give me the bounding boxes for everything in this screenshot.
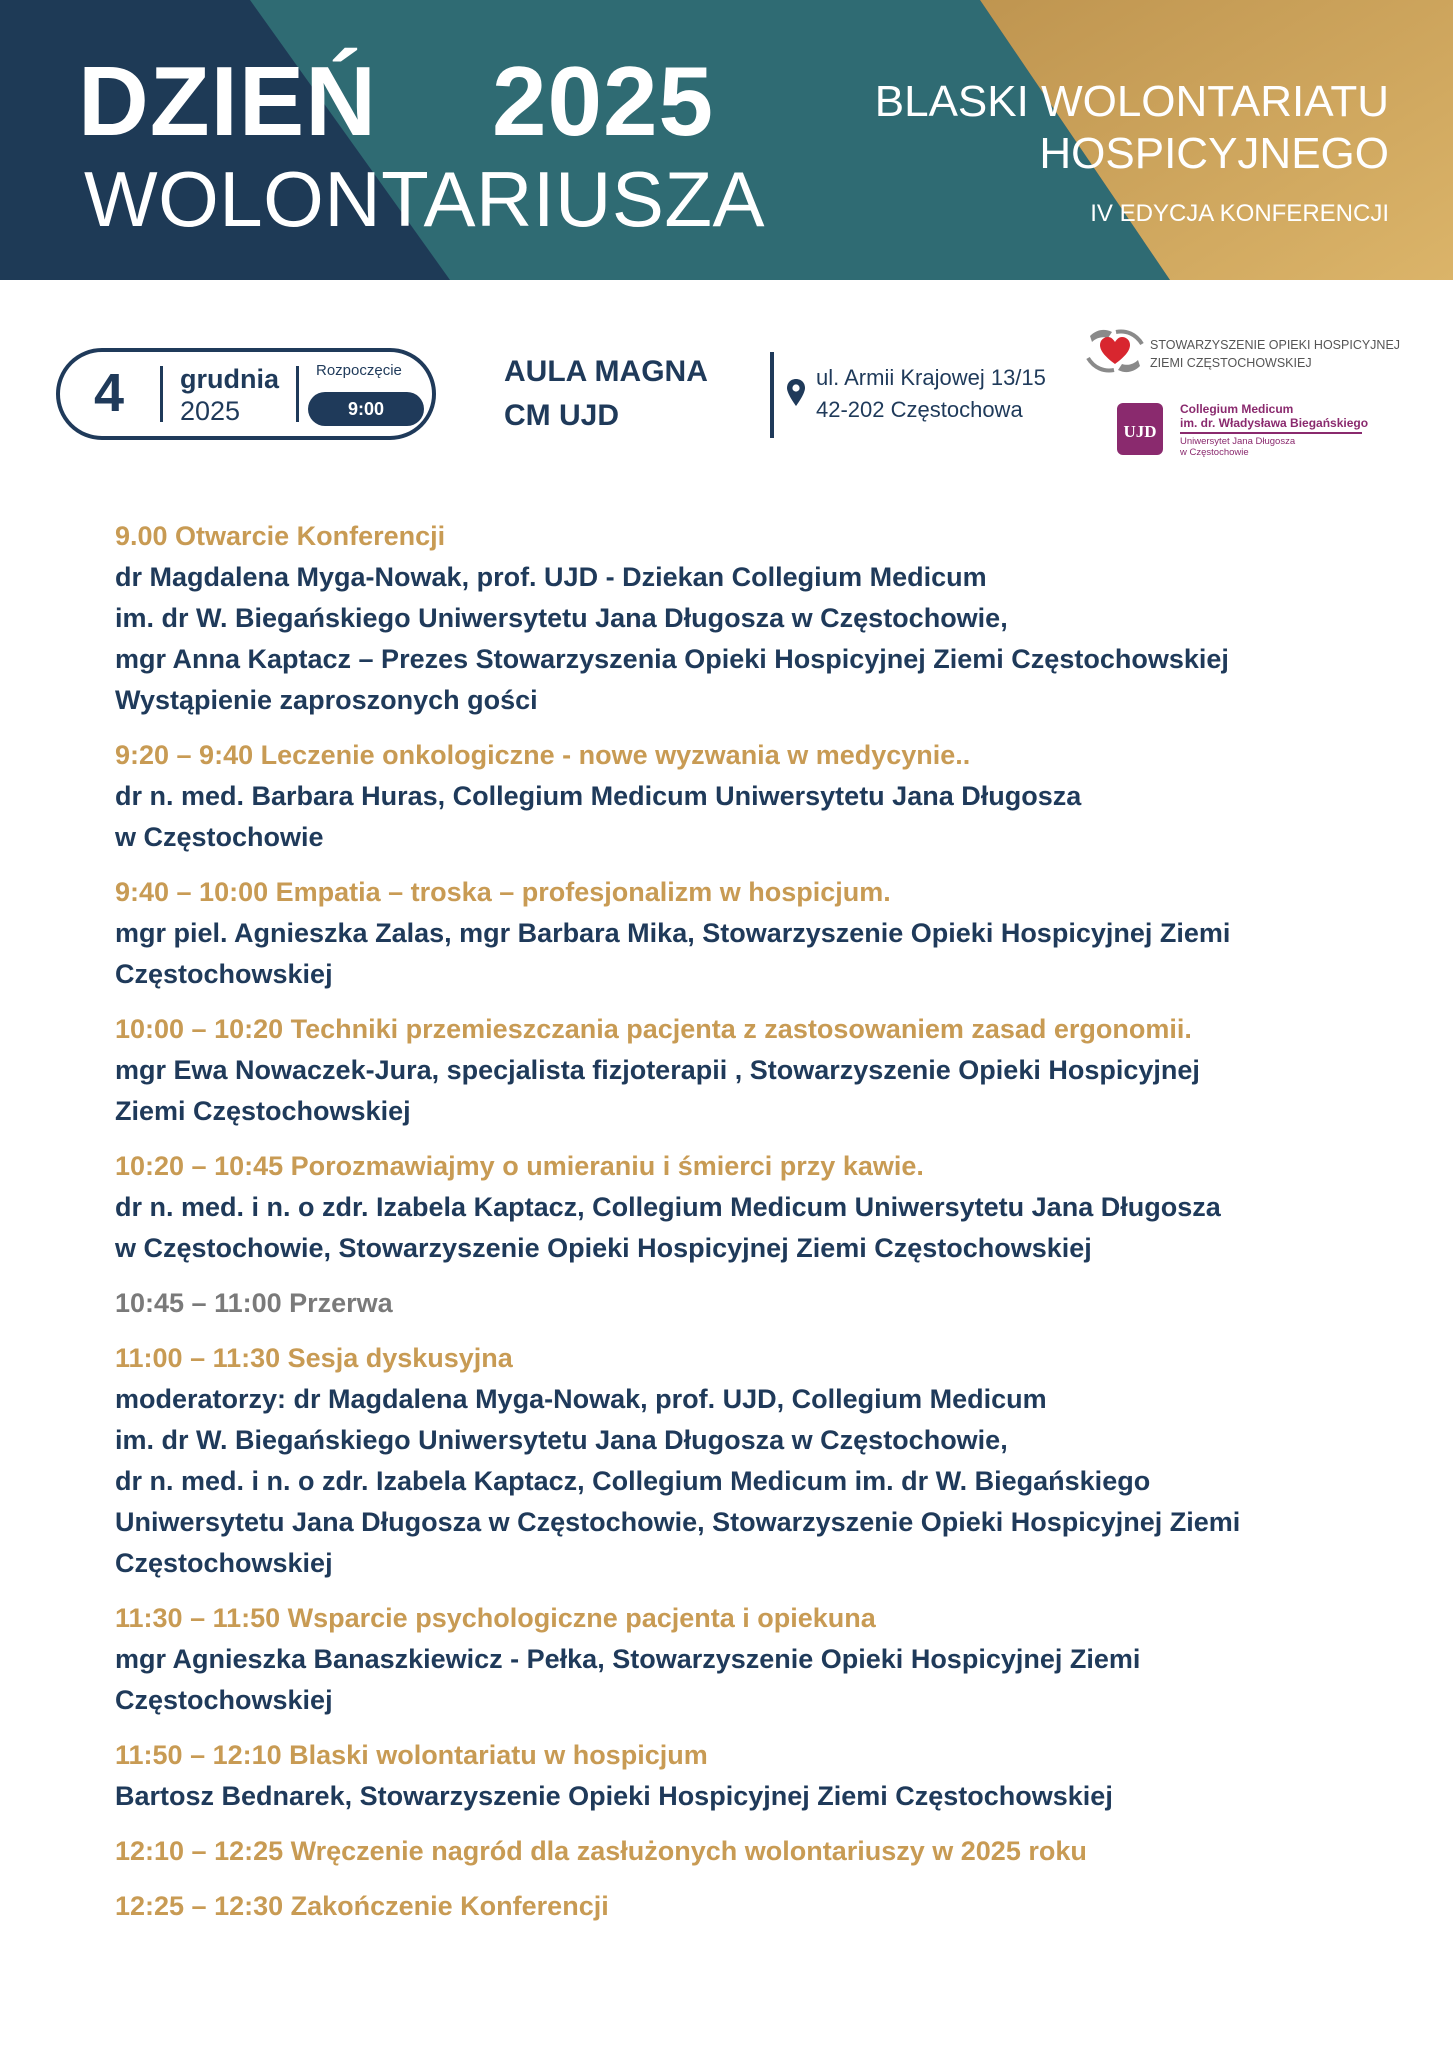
program-item — [115, 1886, 1355, 1927]
event-title-word: DZIEŃ — [78, 46, 377, 156]
program-item-title: 9.00 Otwarcie Konferencji — [115, 521, 446, 551]
program-item-title: 10:20 – 10:45 Porozmawiajmy o umieraniu i śmierci przy kawie. — [115, 1151, 924, 1181]
program-item-speakers: Bartosz Bednarek, Stowarzyszenie Opieki Hospicyjnej Ziemi Częstochowskiej — [115, 1781, 1113, 1811]
event-year: 2025 — [492, 46, 715, 156]
association-name — [1150, 336, 1400, 372]
conference-edition: IV EDYCJA KONFERENCJI — [1090, 200, 1389, 227]
address-line: 42-202 Częstochowa — [816, 397, 1023, 422]
program-item — [115, 516, 1355, 721]
program-item-speakers: moderatorzy: dr Magdalena Myga-Nowak, prof. UJD, Collegium Medicum im. dr W. Biegańskiego Uniwersytetu Jana Długosza w Częstochowie, dr n. med. i n. o zdr. Izabela Kaptacz, Collegium Medicum im. dr W. Biegańskiego Uniwersytetu Jana Długosza w Częstochowie, Stowarzyszenie Opieki Hospicyjnej Ziemi Częstochowskiej — [115, 1384, 1241, 1578]
logo-rule — [1180, 432, 1362, 434]
event-month: grudnia — [180, 364, 279, 394]
program-list — [115, 516, 1355, 1941]
event-title — [78, 46, 715, 156]
start-time-badge: 9:00 — [308, 392, 424, 426]
program-item — [115, 1831, 1355, 1872]
program-item-title: 11:30 – 11:50 Wsparcie psychologiczne pacjenta i opiekuna — [115, 1603, 876, 1633]
address — [816, 362, 1046, 426]
program-item-title: 12:25 – 12:30 Zakończenie Konferencji — [115, 1891, 609, 1921]
program-item — [115, 1009, 1355, 1132]
address-line: ul. Armii Krajowej 13/15 — [816, 365, 1046, 390]
university-name-line: Uniwersytet Jana Długosza — [1180, 436, 1296, 447]
program-item — [115, 1146, 1355, 1269]
divider — [770, 352, 774, 438]
association-name-line: ZIEMI CZĘSTOCHOWSKIEJ — [1150, 356, 1312, 370]
university-name — [1180, 436, 1295, 458]
event-day: 4 — [94, 363, 125, 423]
program-item-title: 10:00 – 10:20 Techniki przemieszczania pacjenta z zastosowaniem zasad ergonomii. — [115, 1014, 1192, 1044]
program-item — [115, 1283, 1355, 1324]
program-item-title: 9:20 – 9:40 Leczenie onkologiczne - nowe wyzwania w medycynie.. — [115, 740, 971, 770]
program-item — [115, 872, 1355, 995]
program-item — [115, 1735, 1355, 1817]
ujd-logo — [1116, 402, 1164, 456]
ujd-logo-mark: UJD — [1123, 422, 1157, 441]
collegium-medicum-name — [1180, 402, 1368, 430]
association-name-line: STOWARZYSZENIE OPIEKI HOSPICYJNEJ — [1150, 338, 1401, 352]
event-date-year: 2025 — [180, 396, 241, 426]
program-item-speakers: dr Magdalena Myga-Nowak, prof. UJD - Dziekan Collegium Medicum im. dr W. Biegańskiego Uniwersytetu Jana Długosza w Częstochowie, mgr Anna Kaptacz – Prezes Stowarzyszenia Opieki Hospicyjnej Ziemi Częstochowskiej Wystąpienie zaproszonych gości — [115, 562, 1229, 715]
date-badge — [56, 348, 436, 440]
venue — [504, 350, 708, 438]
program-item — [115, 1338, 1355, 1584]
conference-title: BLASKI WOLONTARIATU HOSPICYJNEGO — [874, 77, 1389, 178]
divider — [160, 366, 163, 422]
program-item-speakers: mgr piel. Agnieszka Zalas, mgr Barbara Mika, Stowarzyszenie Opieki Hospicyjnej Ziemi Częstochowskiej — [115, 918, 1231, 989]
hospice-association-logo — [1084, 322, 1146, 380]
program-item — [115, 735, 1355, 858]
program-item-speakers: mgr Agnieszka Banaszkiewicz - Pełka, Stowarzyszenie Opieki Hospicyjnej Ziemi Częstochowskiej — [115, 1644, 1141, 1715]
program-item — [115, 1598, 1355, 1721]
university-name-line: w Częstochowie — [1180, 447, 1249, 458]
program-item-speakers: dr n. med. i n. o zdr. Izabela Kaptacz, Collegium Medicum Uniwersytetu Jana Długosza w Częstochowie, Stowarzyszenie Opieki Hospicyjnej Ziemi Częstochowskiej — [115, 1192, 1221, 1263]
location-pin-icon — [786, 378, 806, 408]
program-item-speakers: dr n. med. Barbara Huras, Collegium Medicum Uniwersytetu Jana Długosza w Częstochowie — [115, 781, 1082, 852]
program-item-title: 9:40 – 10:00 Empatia – troska – profesjonalizm w hospicjum. — [115, 877, 891, 907]
cm-name-line: im. dr. Władysława Biegańskiego — [1180, 416, 1369, 430]
program-item-title: 11:00 – 11:30 Sesja dyskusyjna — [115, 1343, 513, 1373]
start-label: Rozpoczęcie — [316, 362, 402, 379]
program-item-title: 12:10 – 12:25 Wręczenie nagród dla zasłużonych wolontariuszy w 2025 roku — [115, 1836, 1087, 1866]
cm-name-line: Collegium Medicum — [1180, 402, 1294, 416]
venue-line: CM UJD — [504, 399, 620, 432]
program-item-speakers: mgr Ewa Nowaczek-Jura, specjalista fizjoterapii , Stowarzyszenie Opieki Hospicyjnej Ziemi Częstochowskiej — [115, 1055, 1200, 1126]
program-item-title: 11:50 – 12:10 Blaski wolontariatu w hospicjum — [115, 1740, 708, 1770]
event-title-subword: WOLONTARIUSZA — [84, 155, 766, 243]
header-banner — [0, 0, 1453, 280]
program-item-title: 10:45 – 11:00 Przerwa — [115, 1288, 393, 1318]
venue-line: AULA MAGNA — [504, 355, 708, 388]
divider — [296, 366, 299, 422]
